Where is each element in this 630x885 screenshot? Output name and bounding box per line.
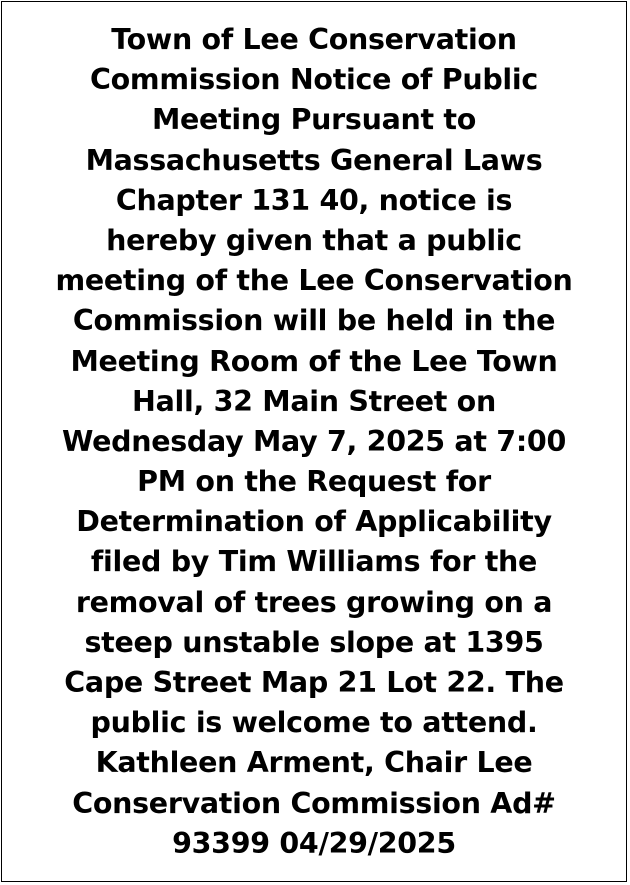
notice-line: Meeting Room of the Lee Town: [70, 344, 558, 378]
notice-line: hereby given that a public: [106, 223, 522, 257]
notice-line: Commission Notice of Public: [90, 63, 538, 97]
notice-line: PM on the Request for: [137, 465, 491, 499]
notice-line: Wednesday May 7, 2025 at 7:00: [62, 424, 566, 458]
notice-line: public is welcome to attend.: [90, 706, 538, 740]
notice-line: Cape Street Map 21 Lot 22. The: [64, 666, 564, 699]
notice-line: Determination of Applicability: [76, 505, 552, 539]
notice-line: 93399 04/29/2025: [172, 826, 456, 860]
notice-line: Massachusetts General Laws: [85, 143, 543, 177]
notice-line: filed by Tim Williams for the: [90, 545, 538, 579]
notice-line: Chapter 131 40, notice is: [115, 183, 513, 217]
notice-line: steep unstable slope at 1395: [84, 625, 544, 659]
notice-line: Commission will be held in the: [72, 304, 556, 338]
notice-line: Conservation Commission Ad#: [72, 786, 556, 820]
notice-text: [12, 20, 616, 864]
notice-line: Meeting Pursuant to: [151, 103, 477, 137]
notice-line: removal of trees growing on a: [75, 585, 553, 619]
notice-line: Town of Lee Conservation: [111, 23, 517, 56]
notice-frame: [1, 1, 627, 882]
notice-line: Kathleen Arment, Chair Lee: [95, 746, 533, 780]
notice-line: meeting of the Lee Conservation: [55, 264, 573, 298]
notice-line: Hall, 32 Main Street on: [132, 384, 496, 418]
